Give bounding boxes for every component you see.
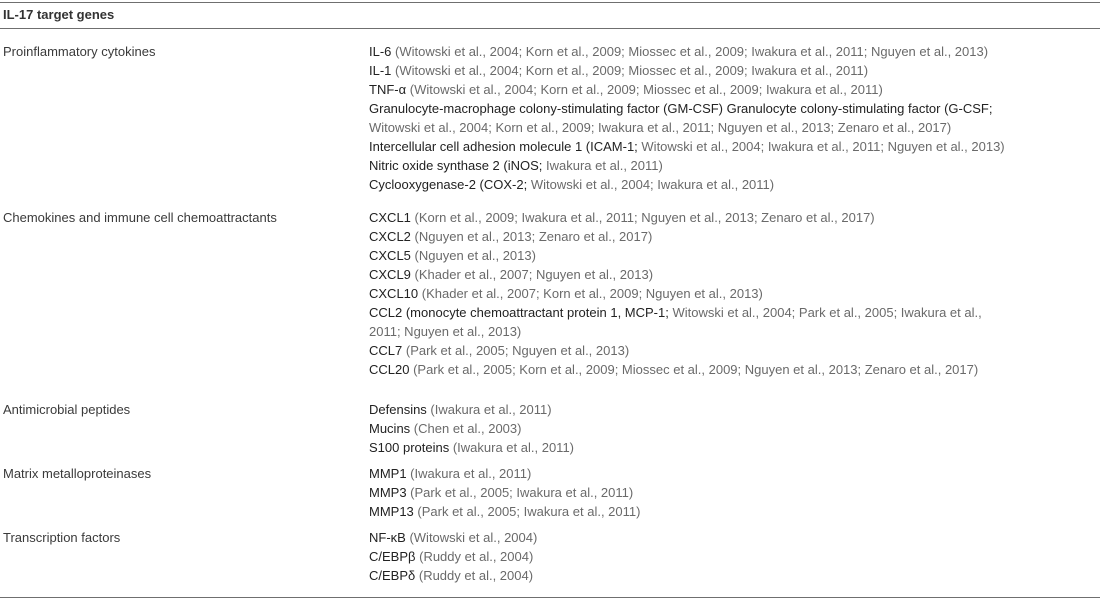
gene-name: S100 proteins	[369, 440, 450, 455]
category-label: Antimicrobial peptides	[3, 402, 131, 417]
gene-line	[369, 118, 1097, 137]
gene-refs: Witowski et al., 2004; Park et al., 2005; Iwakura et al.,	[668, 305, 982, 320]
category-label: Proinflammatory cytokines	[3, 44, 156, 59]
gene-name: CXCL10	[369, 286, 419, 301]
gene-refs: (Nguyen et al., 2013; Zenaro et al., 2017)	[410, 229, 653, 244]
gene-refs: Iwakura et al., 2011)	[542, 158, 663, 173]
gene-refs: (Iwakura et al., 2011)	[426, 402, 552, 417]
gene-line	[369, 175, 1097, 194]
gene-line	[369, 284, 1097, 303]
gene-line	[369, 419, 1097, 438]
gene-name: MMP1	[369, 466, 407, 481]
gene-list	[369, 528, 1097, 585]
gene-refs: (Ruddy et al., 2004)	[415, 568, 534, 583]
gene-name: CXCL9	[369, 267, 411, 282]
gene-refs: Witowski et al., 2004; Korn et al., 2009; Iwakura et al., 2011; Nguyen et al., 2013; Zenaro et al., 2017)	[369, 120, 952, 135]
gene-name: IL-1	[369, 63, 392, 78]
gene-refs: Witowski et al., 2004; Iwakura et al., 2011)	[527, 177, 775, 192]
gene-name: C/EBPβ	[369, 549, 416, 564]
gene-line	[369, 80, 1097, 99]
gene-list	[369, 42, 1097, 194]
gene-refs: (Khader et al., 2007; Nguyen et al., 2013)	[410, 267, 654, 282]
gene-refs: (Korn et al., 2009; Iwakura et al., 2011; Nguyen et al., 2013; Zenaro et al., 2017)	[410, 210, 875, 225]
gene-name: MMP3	[369, 485, 407, 500]
table-header-rule	[0, 28, 1100, 29]
gene-line	[369, 42, 1097, 61]
gene-line	[369, 156, 1097, 175]
gene-refs: (Witowski et al., 2004; Korn et al., 2009; Miossec et al., 2009; Iwakura et al., 2011)	[406, 82, 883, 97]
gene-name: TNF-α	[369, 82, 407, 97]
gene-line	[369, 566, 1097, 585]
gene-list	[369, 208, 1097, 379]
gene-refs: (Witowski et al., 2004; Korn et al., 2009; Miossec et al., 2009; Iwakura et al., 2011; Nguyen et al., 2013)	[391, 44, 989, 59]
gene-name: Nitric oxide synthase 2 (iNOS;	[369, 158, 543, 173]
gene-refs: (Ruddy et al., 2004)	[415, 549, 534, 564]
gene-line	[369, 137, 1097, 156]
gene-line	[369, 227, 1097, 246]
gene-refs: (Iwakura et al., 2011)	[406, 466, 532, 481]
gene-name: C/EBPδ	[369, 568, 416, 583]
gene-line	[369, 265, 1097, 284]
gene-name: Granulocyte-macrophage colony-stimulating factor (GM-CSF) Granulocyte colony-stimulating factor (G-CSF;	[369, 101, 993, 116]
gene-name: Mucins	[369, 421, 411, 436]
table-header: IL-17 target genes	[3, 7, 115, 22]
table-top-rule	[0, 2, 1100, 3]
gene-name: IL-6	[369, 44, 392, 59]
gene-refs: (Park et al., 2005; Iwakura et al., 2011)	[413, 504, 641, 519]
gene-refs: (Park et al., 2005; Korn et al., 2009; Miossec et al., 2009; Nguyen et al., 2013; Zenaro et al., 2017)	[409, 362, 979, 377]
gene-refs: (Nguyen et al., 2013)	[410, 248, 536, 263]
gene-line	[369, 464, 1097, 483]
gene-line	[369, 322, 1097, 341]
gene-refs: 2011; Nguyen et al., 2013)	[369, 324, 522, 339]
gene-line	[369, 528, 1097, 547]
gene-refs: (Park et al., 2005; Nguyen et al., 2013)	[402, 343, 630, 358]
category-label: Transcription factors	[3, 530, 121, 545]
gene-name: NF-κB	[369, 530, 406, 545]
gene-refs: Witowski et al., 2004; Iwakura et al., 2011; Nguyen et al., 2013)	[637, 139, 1005, 154]
gene-name: Cyclooxygenase-2 (COX-2;	[369, 177, 528, 192]
table-bottom-rule	[0, 597, 1100, 598]
gene-line	[369, 303, 1097, 322]
category-label: Matrix metalloproteinases	[3, 466, 152, 481]
gene-name: CXCL5	[369, 248, 411, 263]
gene-name: CCL7	[369, 343, 403, 358]
gene-name: CCL20	[369, 362, 410, 377]
gene-line	[369, 438, 1097, 457]
gene-name: Defensins	[369, 402, 427, 417]
gene-name: CXCL2	[369, 229, 411, 244]
gene-name: CCL2 (monocyte chemoattractant protein 1, MCP-1;	[369, 305, 669, 320]
gene-name: Intercellular cell adhesion molecule 1 (ICAM-1;	[369, 139, 638, 154]
gene-line	[369, 208, 1097, 227]
gene-line	[369, 360, 1097, 379]
gene-refs: (Witowski et al., 2004; Korn et al., 2009; Miossec et al., 2009; Iwakura et al., 2011)	[391, 63, 869, 78]
gene-name: CXCL1	[369, 210, 411, 225]
gene-line	[369, 246, 1097, 265]
gene-line	[369, 502, 1097, 521]
gene-line	[369, 61, 1097, 80]
gene-refs: (Chen et al., 2003)	[410, 421, 522, 436]
gene-line	[369, 99, 1097, 118]
gene-line	[369, 483, 1097, 502]
gene-refs: (Iwakura et al., 2011)	[449, 440, 574, 455]
gene-refs: (Khader et al., 2007; Korn et al., 2009; Nguyen et al., 2013)	[418, 286, 763, 301]
gene-line	[369, 341, 1097, 360]
gene-list	[369, 400, 1097, 457]
gene-refs: (Park et al., 2005; Iwakura et al., 2011)	[406, 485, 634, 500]
gene-line	[369, 547, 1097, 566]
gene-name: MMP13	[369, 504, 414, 519]
category-label: Chemokines and immune cell chemoattractants	[3, 210, 277, 225]
gene-refs: (Witowski et al., 2004)	[405, 530, 538, 545]
gene-list	[369, 464, 1097, 521]
gene-line	[369, 400, 1097, 419]
